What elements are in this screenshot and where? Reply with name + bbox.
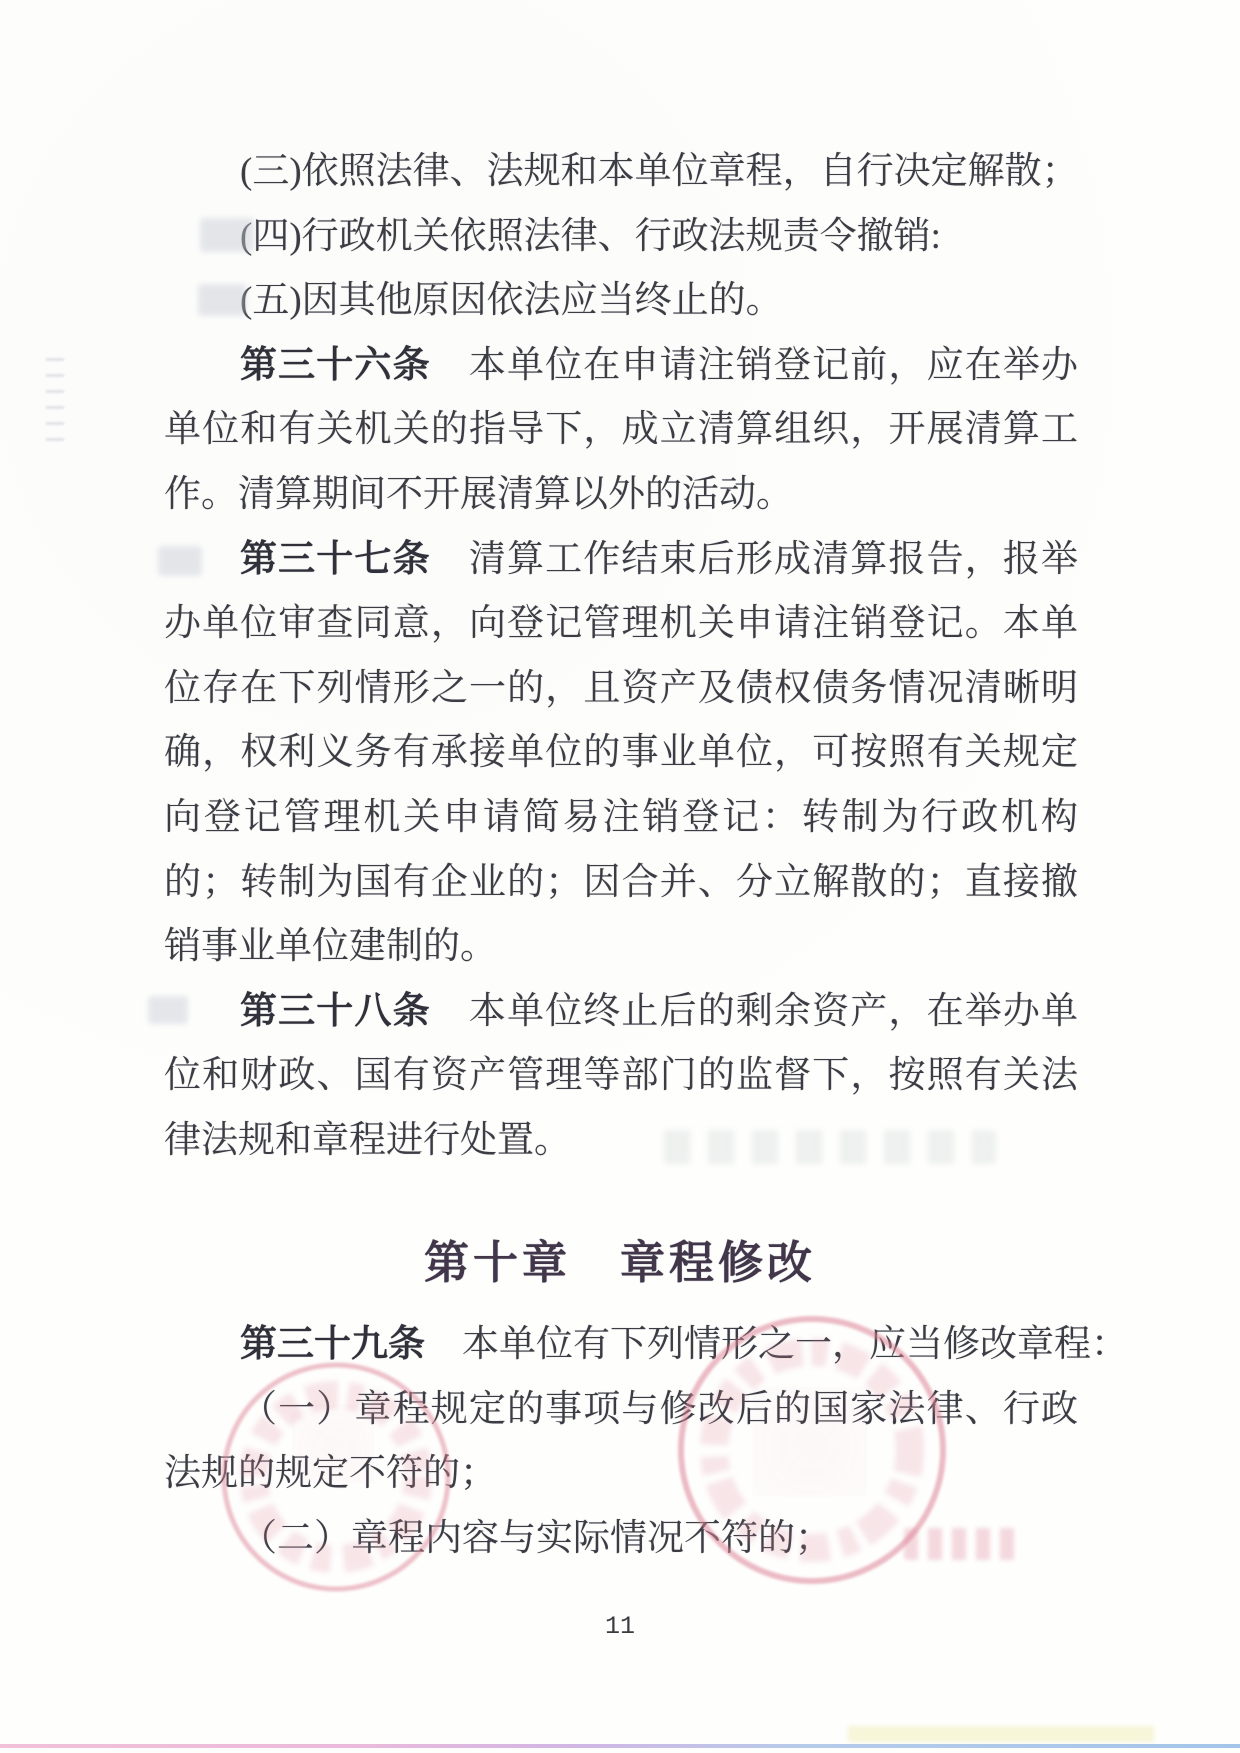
article-number: 第三十八条 <box>240 990 431 1032</box>
article-39: 第三十九条 本单位有下列情形之一，应当修改章程： <box>240 1324 1128 1365</box>
stamp-star-icon <box>769 1403 851 1481</box>
amend-item-1: （一）章程规定的事项与修改后的国家法律、行政法规的规定不符的； <box>164 1388 1078 1495</box>
clause-5: (五)因其他原因依法应当终止的。 <box>240 280 783 322</box>
amend-item-2: （二）章程内容与实际情况不符的； <box>240 1517 832 1559</box>
clause-3: (三)依照法律、法规和本单位章程，自行决定解散； <box>240 151 1079 192</box>
scan-ghost-text <box>664 1130 996 1164</box>
scan-smudge <box>46 358 64 442</box>
scan-smudge <box>158 546 202 576</box>
bottom-scan-edge <box>0 1744 1240 1748</box>
official-stamp-left <box>212 1356 464 1602</box>
stamp-ring-text <box>254 1395 418 1559</box>
chapter-heading: 第十章 章程修改 <box>423 1238 816 1288</box>
stamp-ink-trace <box>904 1528 1016 1560</box>
clause-4: (四)行政机关依照法律、行政法规责令撤销: <box>240 215 941 257</box>
body-text-upper <box>164 140 1078 1174</box>
article-38: 第三十八条 本单位终止后的剩余资产，在举办单位和财政、国有资产管理等部门的监督下，按照有关法律法规和章程进行处置。 <box>164 990 1079 1161</box>
scan-smudge <box>200 218 254 252</box>
page-number: 11 <box>604 1612 635 1641</box>
scan-smudge <box>148 996 188 1024</box>
article-number: 第三十九条 <box>240 1324 425 1365</box>
stamp-star-icon <box>304 1416 363 1472</box>
article-number: 第三十六条 <box>240 344 431 386</box>
scan-edge-tint <box>848 1726 1154 1742</box>
article-36: 第三十六条 本单位在申请注销登记前，应在举办单位和有关机关的指导下，成立清算组织，开展清算工作。清算期间不开展清算以外的活动。 <box>164 344 1079 515</box>
scan-smudge <box>198 284 246 316</box>
article-number: 第三十七条 <box>240 538 431 580</box>
article-37: 第三十七条 清算工作结束后形成清算报告，报举办单位审查同意，向登记管理机关申请注销登记。本单位存在下列情形之一的，且资产及债权债务情况清晰明确，权利义务有承接单位的事业单位，可按照有关规定向登记管理机关申请简易注销登记：转制为行政机构的；转制为国有企业的；因合并、分立解散的；直接撤销事业单位建制的。 <box>164 538 1079 968</box>
